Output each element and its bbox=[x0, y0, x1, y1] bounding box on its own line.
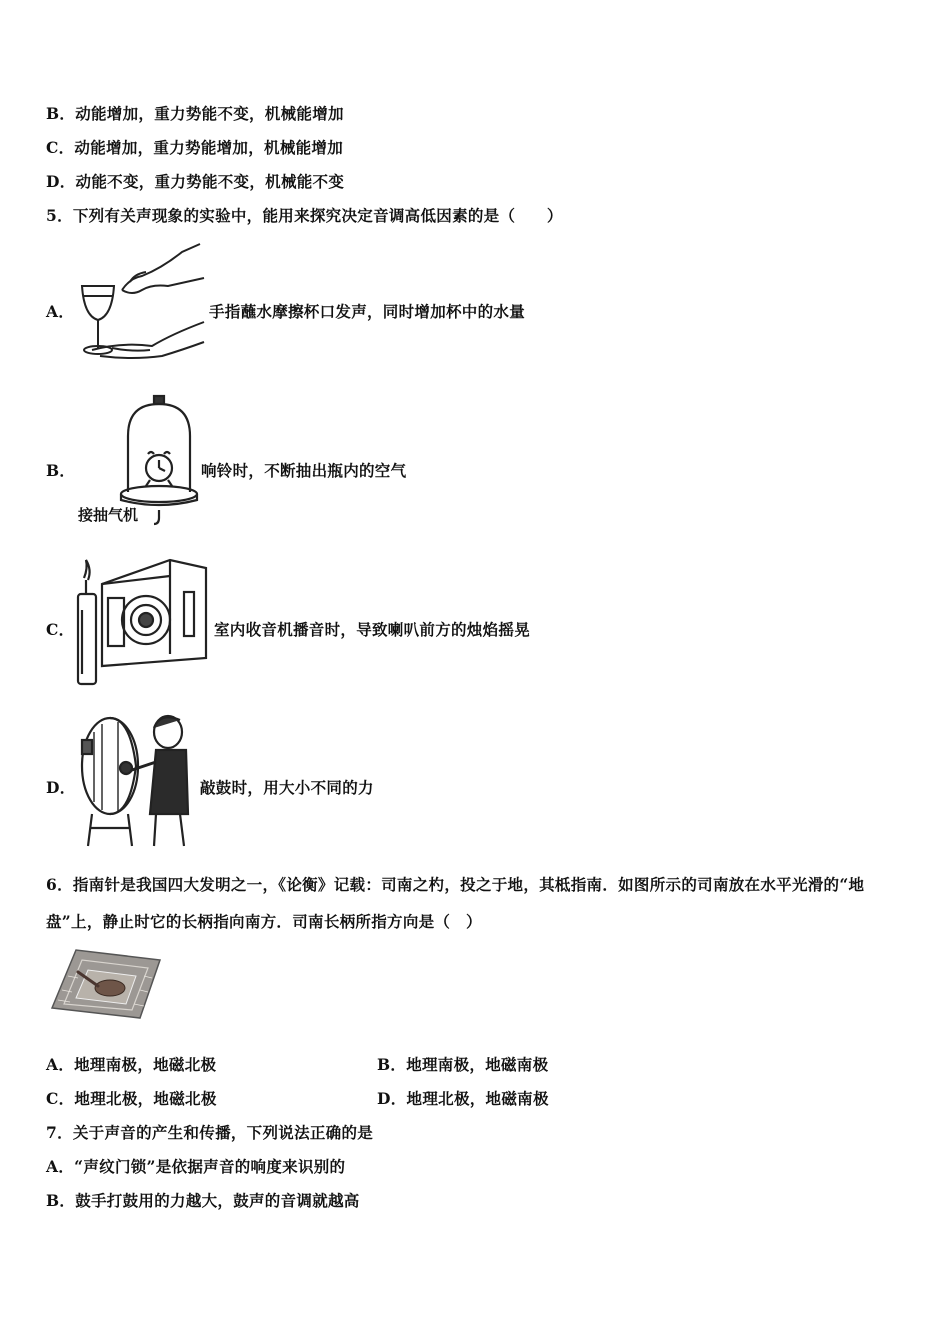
q5-option-d-text: 敲鼓时，用大小不同的力 bbox=[200, 778, 374, 797]
q6-option-b: B．地理南极，地磁南极 bbox=[377, 1055, 549, 1074]
q6-stem-line2: 盘”上，静止时它的长柄指向南方．司南长柄所指方向是（ ） bbox=[46, 912, 482, 931]
q7-stem: 7．关于声音的产生和传播，下列说法正确的是 bbox=[46, 1123, 374, 1142]
q5-option-a-label: A． bbox=[46, 302, 75, 321]
q5-option-d-label: D． bbox=[46, 778, 76, 797]
drum-figure bbox=[76, 710, 198, 850]
bell-jar-caption: 接抽气机 bbox=[78, 506, 139, 524]
sinan-compass-figure bbox=[48, 946, 162, 1022]
q5-option-a-text: 手指蘸水摩擦杯口发声，同时增加杯中的水量 bbox=[209, 302, 526, 321]
q4-option-b: B．动能增加，重力势能不变，机械能增加 bbox=[46, 104, 344, 123]
bell-jar-figure bbox=[74, 392, 202, 528]
q5-stem: 5．下列有关声现象的实验中，能用来探究决定音调高低因素的是（ ） bbox=[46, 206, 563, 225]
q6-option-c: C．地理北极，地磁北极 bbox=[46, 1089, 217, 1108]
q6-stem-line1: 6．指南针是我国四大发明之一，《论衡》记载：司南之杓，投之于地，其柢指南．如图所示的司南放在水平光滑的“地 bbox=[46, 875, 865, 894]
q6-option-a: A．地理南极，地磁北极 bbox=[46, 1055, 217, 1074]
q5-option-b-label: B． bbox=[46, 461, 76, 480]
q7-option-a: A．“声纹门锁”是依据声音的响度来识别的 bbox=[46, 1157, 346, 1176]
q7-option-b: B．鼓手打鼓用的力越大，鼓声的音调就越高 bbox=[46, 1191, 360, 1210]
wine-glass-finger-figure bbox=[72, 238, 206, 368]
q5-option-c-label: C． bbox=[46, 620, 75, 639]
q5-option-c-text: 室内收音机播音时，导致喇叭前方的烛焰摇晃 bbox=[214, 620, 531, 639]
q4-option-c: C．动能增加，重力势能增加，机械能增加 bbox=[46, 138, 344, 157]
radio-candle-figure bbox=[74, 554, 210, 688]
q4-option-d: D．动能不变，重力势能不变，机械能不变 bbox=[46, 172, 345, 191]
q5-option-b-text: 响铃时，不断抽出瓶内的空气 bbox=[201, 461, 407, 480]
q6-option-d: D．地理北极，地磁南极 bbox=[377, 1089, 549, 1108]
